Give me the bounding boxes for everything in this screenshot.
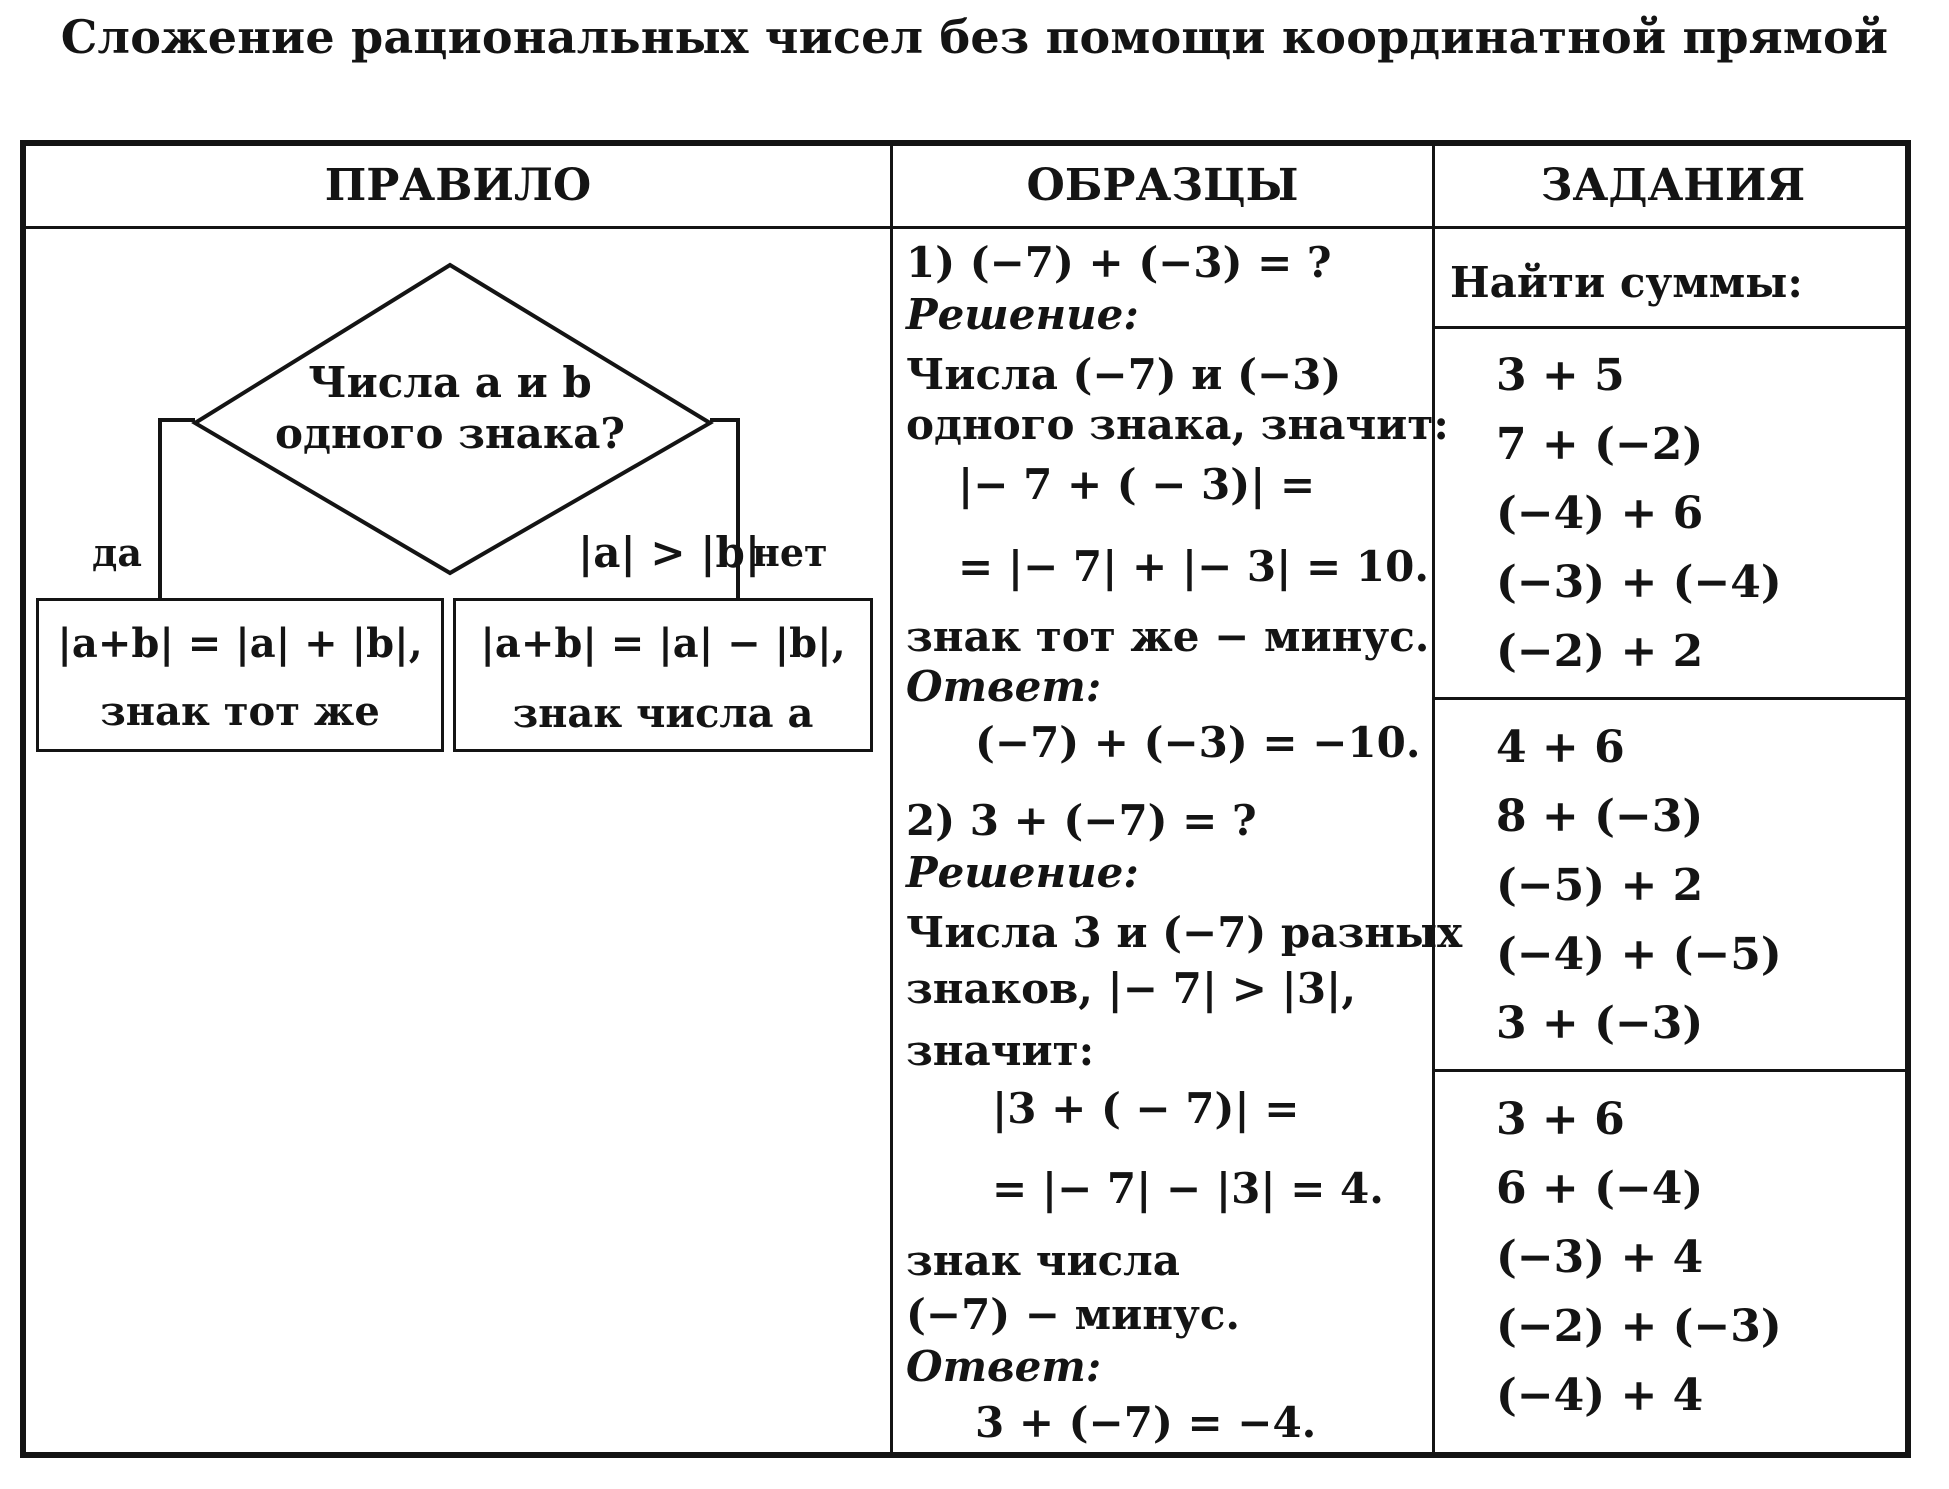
task-item: 4 + 6 [1496, 722, 1625, 773]
task-item: 3 + 6 [1496, 1094, 1625, 1145]
task-item: 3 + (−3) [1496, 998, 1704, 1049]
ex1-sign: знак тот же − минус. [906, 612, 1430, 661]
ex1-text-2: одного знака, значит: [906, 400, 1449, 449]
header-rule: ПРАВИЛО [324, 160, 592, 211]
yes-connector [160, 420, 195, 598]
ex2-text-2: знаков, |− 7| > |3|, [906, 964, 1356, 1013]
no-label: нет [752, 530, 828, 575]
task-item: (−4) + 6 [1496, 488, 1704, 539]
header-samples: ОБРАЗЦЫ [1026, 160, 1299, 211]
task-item: (−3) + (−4) [1496, 557, 1782, 608]
task-item: 8 + (−3) [1496, 791, 1704, 842]
task-group-3 [1496, 1094, 1782, 1439]
task-item: (−2) + (−3) [1496, 1301, 1782, 1352]
ex1-problem: 1) (−7) + (−3) = ? [906, 238, 1332, 287]
ex2-sign-2: (−7) − минус. [906, 1290, 1241, 1339]
task-item: 3 + 5 [1496, 350, 1625, 401]
question-line-2: одного знака? [274, 409, 626, 458]
decision-question [260, 358, 640, 458]
condition-label: |a| > |b| [578, 528, 761, 577]
task-item: (−4) + 4 [1496, 1370, 1704, 1421]
tasks-divider-3 [1432, 1069, 1911, 1072]
ex2-text-3: значит: [906, 1026, 1095, 1075]
no-formula: |a+b| = |a| − |b|, [480, 620, 846, 667]
question-line-1: Числа a и b [308, 358, 592, 407]
yes-formula: |a+b| = |a| + |b|, [57, 620, 423, 667]
ex1-answer: (−7) + (−3) = −10. [975, 718, 1421, 767]
ex1-calc-2: = |− 7| + |− 3| = 10. [958, 542, 1429, 591]
task-item: (−3) + 4 [1496, 1232, 1704, 1283]
ex1-calc-1: |− 7 + ( − 3)| = [958, 460, 1316, 509]
task-item: 7 + (−2) [1496, 419, 1704, 470]
task-group-1 [1496, 350, 1782, 695]
ex2-answer: 3 + (−7) = −4. [975, 1398, 1317, 1447]
yes-label: да [92, 530, 142, 575]
tasks-instruction: Найти суммы: [1450, 258, 1803, 307]
task-item: (−4) + (−5) [1496, 929, 1782, 980]
ex1-text-1: Числа (−7) и (−3) [906, 350, 1342, 399]
ex2-solution-label: Решение: [906, 848, 1139, 897]
ex2-problem: 2) 3 + (−7) = ? [906, 796, 1257, 845]
ex1-solution-label: Решение: [906, 290, 1139, 339]
ex2-text-1: Числа 3 и (−7) разных [906, 908, 1463, 957]
task-item: 6 + (−4) [1496, 1163, 1704, 1214]
task-item: (−2) + 2 [1496, 626, 1704, 677]
ex2-calc-2: = |− 7| − |3| = 4. [992, 1164, 1384, 1213]
page-title: Сложение рациональных чисел без помощи координатной прямой [60, 10, 1889, 64]
yes-sign: знак тот же [100, 688, 380, 735]
tasks-divider-1 [1432, 326, 1911, 329]
tasks-divider-2 [1432, 697, 1911, 700]
header-tasks: ЗАДАНИЯ [1540, 160, 1806, 211]
column-divider-2 [1432, 140, 1435, 1458]
ex2-calc-1: |3 + ( − 7)| = [992, 1084, 1300, 1133]
no-sign: знак числа a [512, 690, 814, 737]
ex1-answer-label: Ответ: [906, 662, 1102, 711]
ex2-answer-label: Ответ: [906, 1342, 1102, 1391]
task-group-2 [1496, 722, 1782, 1067]
ex2-sign-1: знак числа [906, 1236, 1181, 1285]
task-item: (−5) + 2 [1496, 860, 1704, 911]
